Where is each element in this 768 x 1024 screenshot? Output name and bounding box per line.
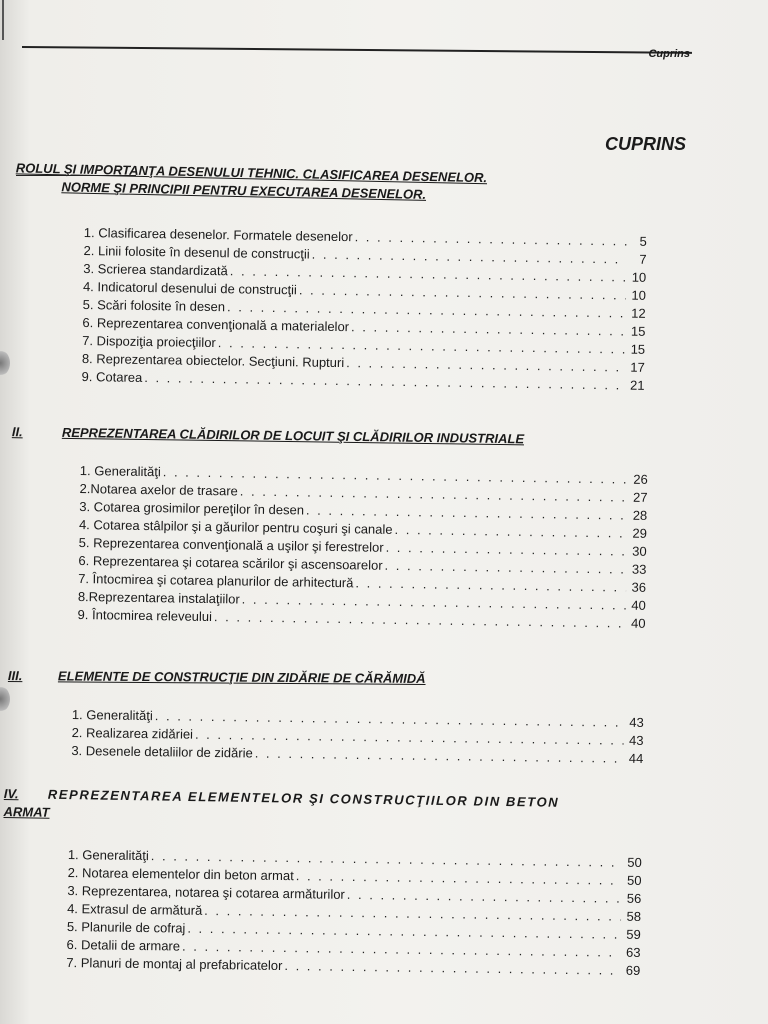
toc-entry-page: 15	[630, 323, 646, 339]
toc-entry-page: 63	[625, 944, 641, 961]
toc-entry-label: 5. Scări folosite în desen	[82, 296, 226, 315]
binder-hole	[0, 350, 10, 376]
toc-entry-label: 2.Notarea axelor de trasare	[79, 480, 238, 499]
toc-entry-label: 4. Cotarea stâlpilor şi a găurilor pentru coşuri şi canale	[78, 516, 393, 537]
toc-list	[81, 224, 646, 395]
toc-entry-page: 29	[632, 525, 648, 541]
section-heading-line: REPREZENTAREA CLĂDIRILOR DE LOCUIT ŞI CLĂDIRILOR INDUSTRIALE	[61, 424, 525, 447]
toc-entry-label: 3. Scrierea standardizată	[83, 260, 228, 279]
section-heading-line: ROLUL ŞI IMPORTANŢA DESENULUI TEHNIC. CLASIFICAREA DESENELOR.	[15, 160, 488, 186]
toc-entry-page: 69	[625, 962, 641, 979]
toc-entry-label: 2. Notarea elementelor din beton armat	[67, 864, 294, 884]
binder-hole	[0, 686, 10, 712]
section-heading-line: ELEMENTE DE CONSTRUCŢIE DIN ZIDĂRIE DE CĂRĂMIDĂ	[57, 668, 426, 686]
toc-entry-label: 4. Extrasul de armătură	[67, 900, 203, 918]
toc-entry-label: 7. Planuri de montaj al prefabricatelor	[66, 954, 283, 974]
toc-entry-page: 10	[631, 287, 647, 303]
section-heading	[0, 160, 768, 202]
section-number: III.	[7, 668, 23, 684]
toc-entry-page: 17	[630, 359, 645, 375]
toc-entry-label: 1. Generalităţi	[67, 846, 149, 864]
toc-entry-label: 9. Întocmirea releveului	[77, 606, 213, 625]
toc-entry-page: 40	[630, 615, 646, 631]
toc-leader-dots	[284, 957, 620, 980]
section-heading	[0, 668, 768, 686]
toc-entry-label: 1. Generalităţi	[79, 462, 161, 480]
toc-entry-label: 6. Reprezentarea convenţională a materialelor	[82, 314, 350, 335]
toc-entry-label: 8.Reprezentarea instalaţiilor	[77, 588, 240, 607]
toc-entry-page: 12	[631, 305, 646, 321]
toc-entry-page: 58	[626, 908, 642, 925]
toc-entry-page: 21	[629, 377, 645, 393]
section-heading	[0, 424, 768, 447]
section-number: II.	[11, 424, 23, 440]
toc-entry-label: 3. Desenele detaliilor de zidărie	[71, 742, 253, 761]
toc-entry-label: 9. Cotarea	[81, 368, 143, 385]
toc-entry-label: 3. Cotarea grosimilor pereţilor în desen	[79, 498, 305, 518]
toc-list	[66, 846, 642, 980]
toc-list	[71, 706, 644, 768]
toc-entry-label: 3. Reprezentarea, notarea şi cotarea armăturilor	[67, 882, 345, 902]
section-heading-line: ARMAT	[3, 804, 50, 820]
page-edge-mark	[2, 0, 4, 40]
toc-entry-label: 7. Dispoziţia proiecţiilor	[82, 332, 216, 351]
section-heading	[0, 786, 768, 820]
toc-entry-page: 10	[631, 269, 647, 285]
toc-list	[77, 462, 647, 633]
toc-entry-label: 5. Planurile de cofraj	[66, 918, 186, 936]
toc-entry-page: 30	[632, 543, 647, 559]
section-underline	[16, 175, 136, 176]
toc-entry-page: 50	[627, 872, 642, 889]
toc-entry-label: 6. Reprezentarea şi cotarea scărilor şi ascensoarelor	[78, 552, 383, 573]
toc-entry-label: 2. Realizarea zidăriei	[71, 724, 194, 742]
section-heading-line: NORME ŞI PRINCIPII PENTRU EXECUTAREA DESENELOR.	[61, 179, 427, 202]
toc-entry-page: 28	[632, 507, 648, 523]
section-number: IV.	[3, 786, 19, 802]
toc-entry-page: 33	[631, 561, 647, 577]
toc-entry-page: 59	[626, 926, 641, 943]
toc-entry-label: 4. Indicatorul desenului de construcţii	[82, 278, 298, 298]
toc-entry-label: 1. Clasificarea desenelor. Formatele desenelor	[83, 224, 353, 245]
toc-entry-label: 5. Reprezentarea convenţională a uşilor şi ferestrelor	[78, 534, 384, 555]
toc-leader-dots	[255, 745, 624, 768]
toc-entry-label: 7. Întocmirea şi cotarea planurilor de arhitectură	[78, 570, 354, 591]
toc-entry-page: 36	[631, 579, 647, 595]
toc-entry-label: 2. Linii folosite în desenul de construcţii	[83, 242, 310, 262]
toc-entry-page: 15	[630, 341, 646, 357]
toc-entry-page: 27	[632, 489, 648, 505]
page-title: CUPRINS	[604, 134, 686, 154]
toc-entry-page: 26	[633, 471, 648, 487]
toc-entry-page: 5	[639, 233, 647, 249]
toc-entry-page: 50	[627, 854, 642, 871]
toc-entry-page: 44	[628, 750, 644, 766]
section-heading-line: REPREZENTAREA ELEMENTELOR ŞI CONSTRUCŢIILOR DIN BETON	[47, 786, 560, 810]
toc-entry-page: 43	[629, 732, 644, 748]
running-head: Cuprins	[648, 48, 690, 60]
header-rule	[22, 46, 692, 54]
toc-entry-page: 56	[626, 890, 642, 907]
toc-entry-page: 7	[639, 251, 647, 267]
toc-entry-page: 43	[629, 714, 644, 730]
toc-entry-label: 1. Generalităţi	[71, 706, 153, 724]
toc-entry-label: 6. Detalii de armare	[66, 936, 181, 954]
toc-entry-label: 8. Reprezentarea obiectelor. Secţiuni. Rupturi	[81, 350, 345, 371]
toc-entry-page: 40	[631, 597, 646, 613]
